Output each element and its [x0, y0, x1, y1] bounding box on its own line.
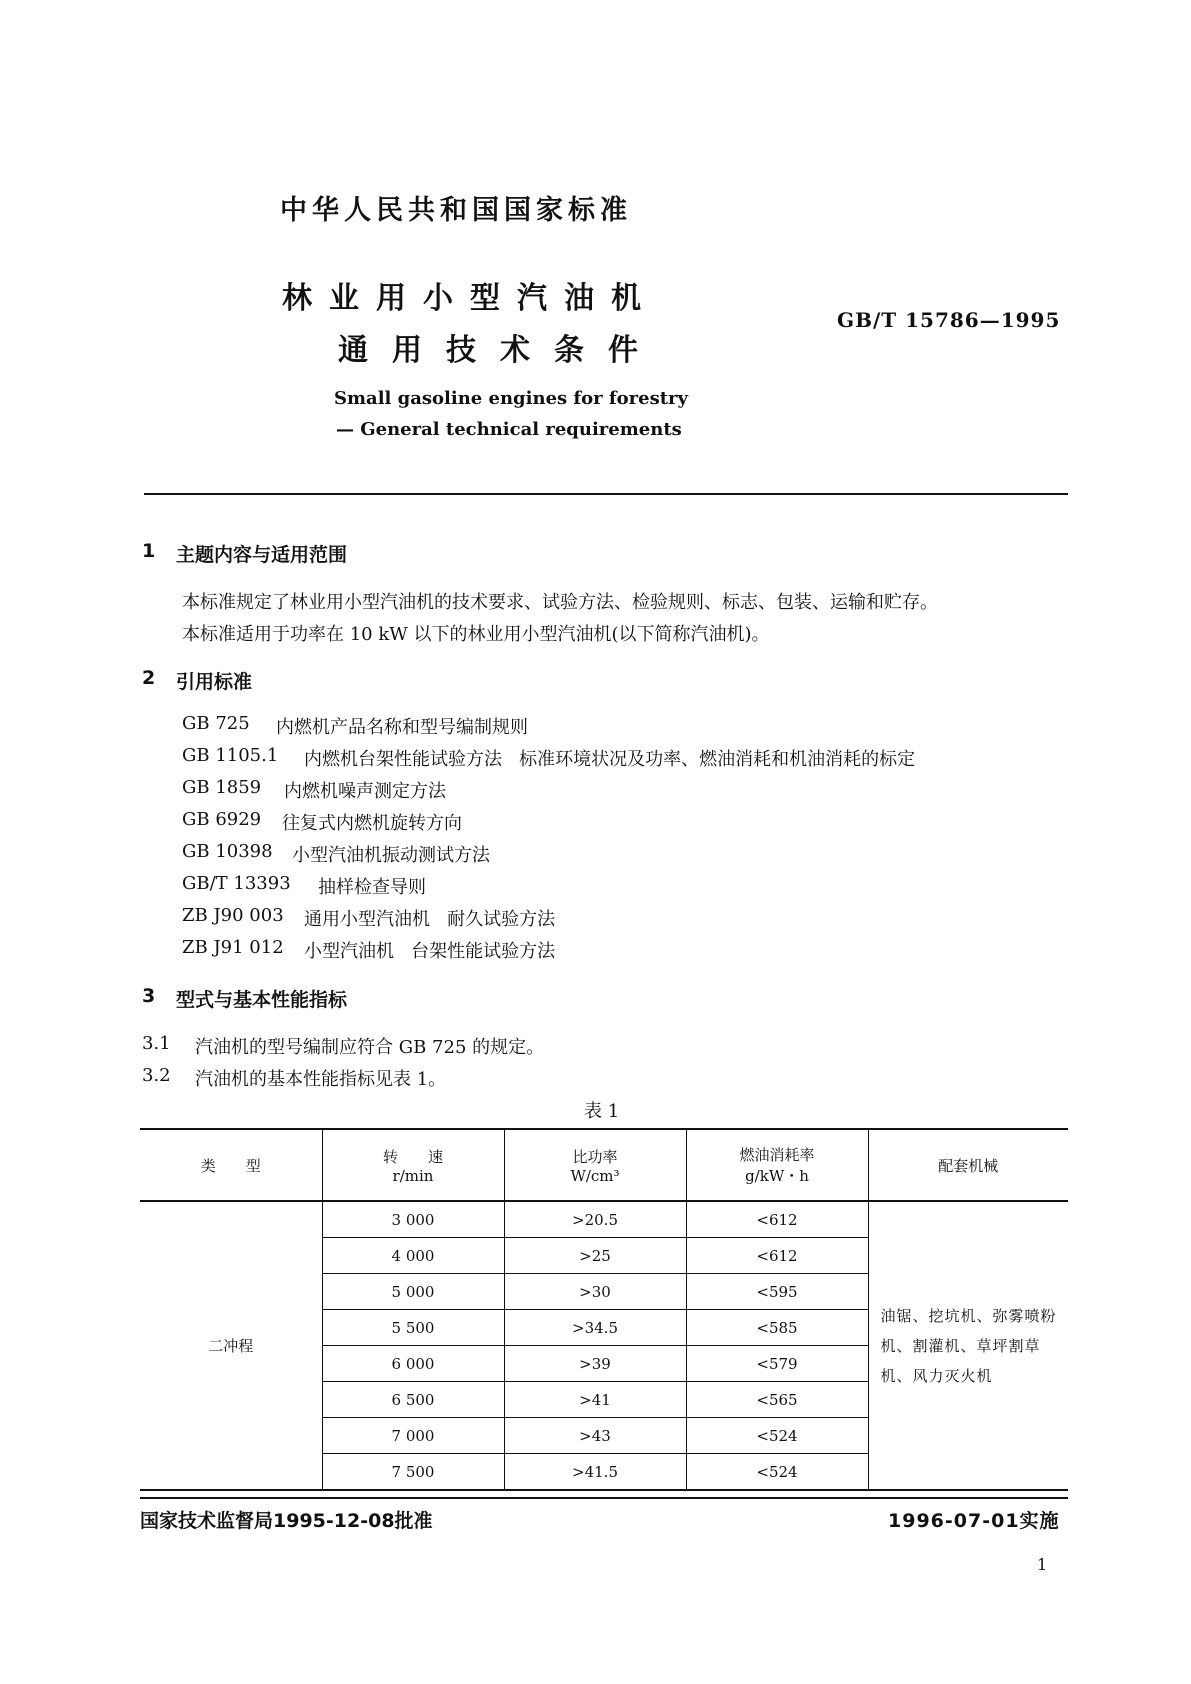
section-2-number: 2 [142, 667, 156, 689]
fuel-cell: <524 [686, 1418, 868, 1454]
type-cell: 二冲程 [140, 1201, 322, 1490]
reference-name: 内燃机台架性能试验方法 标准环境状况及功率、燃油消耗和机油消耗的标定 [304, 749, 916, 770]
english-title-line-2: — General technical requirements [336, 419, 682, 440]
fuel-cell: <524 [686, 1454, 868, 1491]
reference-code: ZB J90 003 [182, 905, 284, 926]
section-1-number: 1 [142, 540, 156, 562]
header-machinery-label: 配套机械 [938, 1156, 999, 1175]
header-fuel-unit: g/kW・h [745, 1167, 809, 1185]
header-fuel-label: 燃油消耗率 [739, 1146, 815, 1164]
approval-statement: 国家技术监督局1995-12-08批准 [140, 1510, 433, 1532]
table-caption: 表 1 [584, 1101, 620, 1122]
header-power [504, 1129, 686, 1201]
fuel-cell: <565 [686, 1382, 868, 1418]
performance-table [140, 1128, 1068, 1491]
page-number: 1 [1037, 1555, 1048, 1574]
reference-code: GB 1105.1 [182, 745, 279, 766]
machinery-cell: 油锯、挖坑机、弥雾喷粉机、割灌机、草坪割草机、风力灭火机 [868, 1201, 1068, 1490]
standard-type-heading: 中华人民共和国国家标准 [280, 195, 632, 226]
header-divider [144, 493, 1068, 495]
table-row [140, 1201, 1068, 1238]
power-cell: >20.5 [504, 1201, 686, 1238]
reference-name: 内燃机产品名称和型号编制规则 [276, 717, 528, 738]
fuel-cell: <579 [686, 1346, 868, 1382]
section-2-title: 引用标准 [176, 671, 253, 693]
table-header-row [140, 1129, 1068, 1201]
fuel-cell: <612 [686, 1238, 868, 1274]
implementation-date: 1996-07-01实施 [888, 1510, 1060, 1532]
fuel-cell: <595 [686, 1274, 868, 1310]
header-machinery [868, 1129, 1068, 1201]
speed-cell: 6 000 [322, 1346, 504, 1382]
header-fuel [686, 1129, 868, 1201]
reference-code: GB 1859 [182, 777, 262, 798]
clause-number: 3.2 [142, 1065, 171, 1086]
section-3-title: 型式与基本性能指标 [176, 989, 348, 1011]
power-cell: >34.5 [504, 1310, 686, 1346]
clause-number: 3.1 [142, 1033, 171, 1054]
header-power-unit: W/cm³ [570, 1166, 620, 1185]
header-type [140, 1129, 322, 1201]
reference-name: 小型汽油机 台架性能试验方法 [304, 941, 556, 962]
title-line-2: 通用技术条件 [338, 333, 662, 368]
reference-code: GB 6929 [182, 809, 262, 830]
reference-name: 往复式内燃机旋转方向 [282, 813, 462, 834]
standard-code: GB/T 15786—1995 [837, 308, 1061, 332]
reference-name: 通用小型汽油机 耐久试验方法 [304, 909, 556, 930]
reference-code: GB 10398 [182, 841, 273, 862]
reference-code: ZB J91 012 [182, 937, 284, 958]
power-cell: >43 [504, 1418, 686, 1454]
fuel-cell: <612 [686, 1201, 868, 1238]
speed-cell: 7 000 [322, 1418, 504, 1454]
reference-code: GB 725 [182, 713, 250, 734]
power-cell: >30 [504, 1274, 686, 1310]
section-1-paragraph: 本标准规定了林业用小型汽油机的技术要求、试验方法、检验规则、标志、包装、运输和贮存。 [182, 592, 938, 613]
header-speed-unit: r/min [392, 1166, 434, 1185]
section-3-number: 3 [142, 985, 156, 1007]
header-power-label: 比功率 [572, 1147, 618, 1166]
clause-text: 汽油机的型号编制应符合 GB 725 的规定。 [195, 1037, 545, 1058]
speed-cell: 7 500 [322, 1454, 504, 1491]
title-line-1: 林业用小型汽油机 [282, 281, 658, 316]
reference-code: GB/T 13393 [182, 873, 291, 894]
header-speed-label: 转 速 [382, 1147, 443, 1166]
section-1-paragraph: 本标准适用于功率在 10 kW 以下的林业用小型汽油机(以下简称汽油机)。 [182, 624, 770, 645]
power-cell: >25 [504, 1238, 686, 1274]
speed-cell: 5 000 [322, 1274, 504, 1310]
footer-divider [140, 1497, 1068, 1499]
reference-name: 小型汽油机振动测试方法 [292, 845, 490, 866]
power-cell: >41 [504, 1382, 686, 1418]
power-cell: >41.5 [504, 1454, 686, 1491]
reference-name: 内燃机噪声测定方法 [284, 781, 446, 802]
clause-text: 汽油机的基本性能指标见表 1。 [195, 1069, 447, 1090]
section-1-title: 主题内容与适用范围 [176, 544, 348, 566]
header-type-label: 类 型 [200, 1156, 261, 1175]
english-title-line-1: Small gasoline engines for forestry [334, 388, 688, 409]
speed-cell: 5 500 [322, 1310, 504, 1346]
speed-cell: 3 000 [322, 1201, 504, 1238]
header-speed [322, 1129, 504, 1201]
speed-cell: 6 500 [322, 1382, 504, 1418]
fuel-cell: <585 [686, 1310, 868, 1346]
speed-cell: 4 000 [322, 1238, 504, 1274]
reference-name: 抽样检查导则 [318, 877, 426, 898]
power-cell: >39 [504, 1346, 686, 1382]
